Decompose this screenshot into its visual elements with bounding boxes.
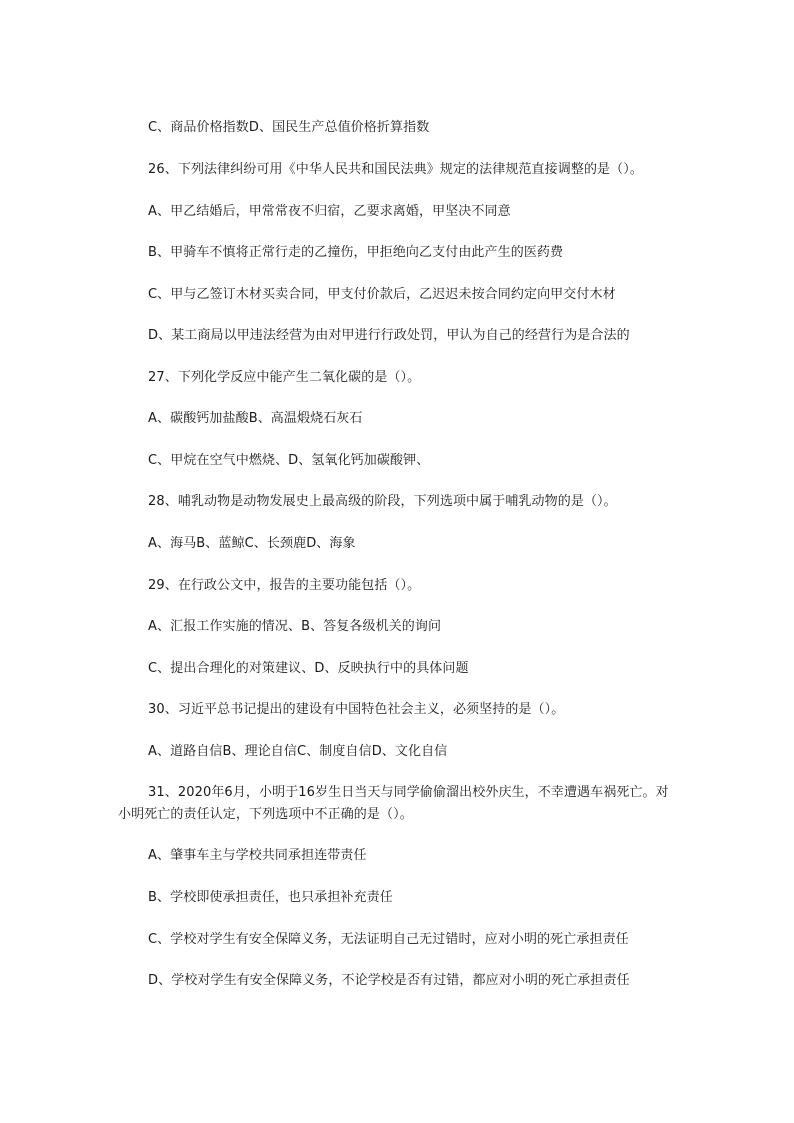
option-31-d: D、学校对学生有安全保障义务，不论学校是否有过错，都应对小明的死亡承担责任 — [148, 973, 630, 988]
option-28-a-d: A、海马B、蓝鲸C、长颈鹿D、海象 — [148, 536, 356, 551]
question-27: 27、下列化学反应中能产生二氧化碳的是（）。 — [148, 370, 421, 385]
option-31-c: C、学校对学生有安全保障义务，无法证明自己无过错时，应对小明的死亡承担责任 — [148, 932, 629, 947]
question-30: 30、习近平总书记提出的建设有中国特色社会主义，必须坚持的是（）。 — [148, 702, 565, 717]
option-31-a: A、肇事车主与学校共同承担连带责任 — [148, 848, 367, 863]
option-29-a-b: A、汇报工作实施的情况、B、答复各级机关的询问 — [148, 619, 442, 634]
option-31-b: B、学校即使承担责任，也只承担补充责任 — [148, 890, 393, 905]
option-27-a-b: A、碳酸钙加盐酸B、高温煅烧石灰石 — [148, 411, 363, 426]
question-29: 29、在行政公文中，报告的主要功能包括（）。 — [148, 578, 421, 593]
option-29-c-d: C、提出合理化的对策建议、D、反映执行中的具体问题 — [148, 661, 469, 676]
question-26: 26、下列法律纠纷可用《中华人民共和国民法典》规定的法律规范直接调整的是（）。 — [148, 162, 643, 177]
option-26-b: B、甲骑车不慎将正常行走的乙撞伤，甲拒绝向乙支付由此产生的医药费 — [148, 245, 564, 260]
option-26-d: D、某工商局以甲违法经营为由对甲进行行政处罚，甲认为自己的经营行为是合法的 — [148, 328, 630, 343]
question-31: 31、2020年6月，小明于16岁生日当天与同学偷偷溜出校外庆生，不幸遭遇车祸死亡。对小明死亡的责任认定，下列选项中不正确的是（）。 — [118, 785, 669, 822]
option-26-c: C、甲与乙签订木材买卖合同，甲支付价款后，乙迟迟未按合同约定向甲交付木材 — [148, 287, 616, 302]
option-27-c-d: C、甲烷在空气中燃烧、D、氢氧化钙加碳酸钾、 — [148, 453, 430, 468]
option-25-c-d: C、商品价格指数D、国民生产总值价格折算指数 — [148, 120, 430, 135]
question-28: 28、哺乳动物是动物发展史上最高级的阶段，下列选项中属于哺乳动物的是（）。 — [148, 494, 617, 509]
option-30-a-d: A、道路自信B、理论自信C、制度自信D、文化自信 — [148, 744, 448, 759]
option-26-a: A、甲乙结婚后，甲常常夜不归宿，乙要求离婚，甲坚决不同意 — [148, 204, 511, 219]
